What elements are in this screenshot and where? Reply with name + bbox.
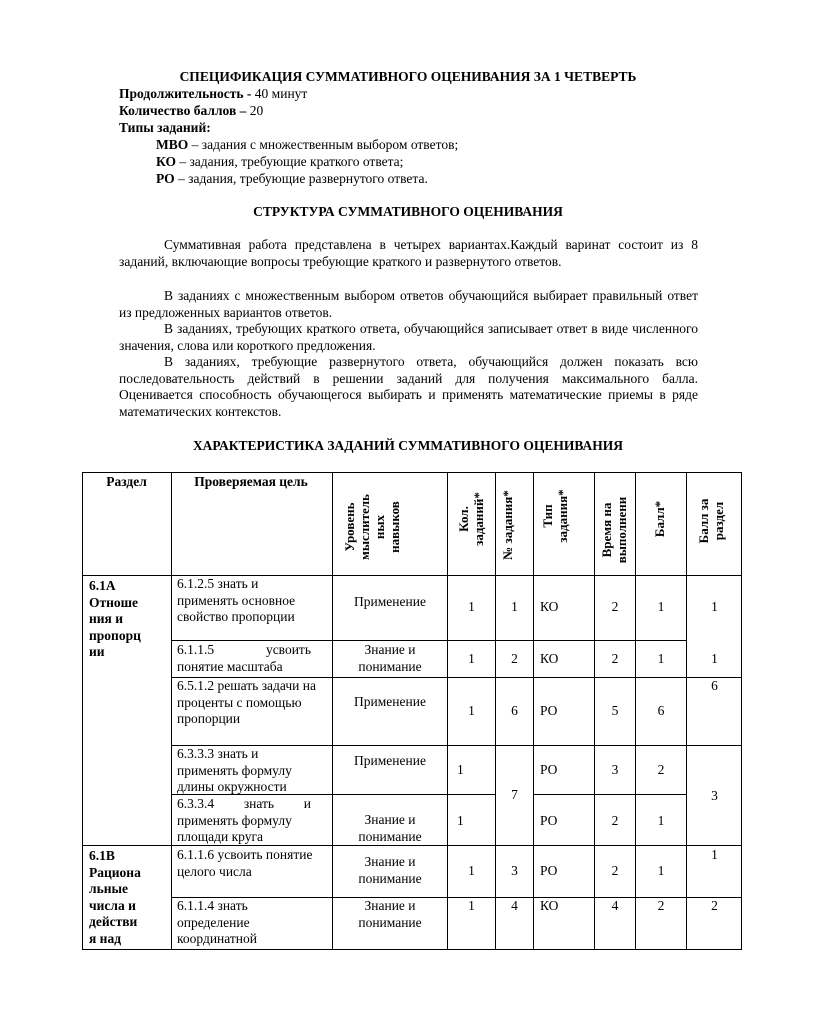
score-cell: 2 (657, 898, 665, 913)
duration-label: Продолжительность - (119, 86, 252, 101)
time-cell: 2 (611, 813, 619, 828)
type-cell: КО (540, 599, 559, 614)
header-score: Балл* (652, 500, 667, 538)
row-line (171, 640, 687, 641)
goal-cell: 6.3.3.4 знать и применять формулу площади круга (177, 796, 311, 844)
col-line (171, 472, 172, 950)
row-line (533, 794, 686, 795)
type-ro: РО – задания, требующие развернутого ответа. (156, 171, 428, 186)
goal-cell: 6.1.2.5 знать и применять основное свойство пропорции (177, 576, 296, 624)
type-cell: РО (540, 703, 558, 718)
points-value: 20 (246, 103, 264, 118)
section-score-cell: 1 (711, 847, 718, 862)
header-section: Раздел (106, 474, 147, 489)
goal-cell: 6.5.1.2 решать задачи на проценты с помощью пропорции (177, 678, 316, 726)
count-cell: 1 (468, 863, 475, 878)
count-cell: 1 (468, 651, 475, 666)
col-line (686, 472, 687, 950)
table-border (82, 472, 83, 950)
spec-title: СПЕЦИФИКАЦИЯ СУММАТИВНОГО ОЦЕНИВАНИЯ ЗА 1 ЧЕТВЕРТЬ (179, 69, 637, 84)
time-cell: 2 (611, 651, 619, 666)
task-cell: 6 (511, 703, 518, 718)
time-cell: 2 (611, 599, 619, 614)
header-goal: Проверяемая цель (194, 474, 308, 489)
time-cell: 5 (611, 703, 619, 718)
task-cell: 4 (511, 898, 518, 913)
structure-title: СТРУКТУРА СУММАТИВНОГО ОЦЕНИВАНИЯ (253, 204, 563, 219)
section-score-cell: 6 (711, 678, 718, 693)
count-cell: 1 (468, 898, 475, 913)
type-cell: РО (540, 813, 558, 828)
points-line (119, 103, 263, 119)
level-cell: Применение (354, 694, 426, 709)
section-score-cell: 3 (711, 788, 718, 803)
structure-paragraph: В заданиях с множественным выбором ответов обучающийся выбирает правильный ответ из предложенных вариантов ответов. (119, 288, 698, 320)
type-cell: РО (540, 863, 558, 878)
type-mvo: МВО – задания с множественным выбором ответов; (156, 137, 459, 152)
section-name: 6.1А Отноше ния и пропорц ии (89, 578, 141, 659)
table-border (82, 949, 742, 950)
score-cell: 1 (657, 599, 665, 614)
time-cell: 3 (611, 762, 619, 777)
header-level: Уровень мыслитель ных навыков (342, 494, 402, 560)
time-cell: 2 (611, 863, 619, 878)
level-cell: Знание и понимание (358, 854, 422, 886)
type-cell: КО (540, 651, 559, 666)
duration-line (119, 86, 307, 102)
level-cell: Применение (354, 753, 426, 768)
header-time: Время на выполнени (599, 496, 629, 564)
section-score-cell: 2 (711, 898, 718, 913)
structure-paragraph: В заданиях, требующих краткого ответа, обучающийся записывает ответ в виде численного значения, слова или короткого предложения. (119, 321, 698, 353)
score-cell: 1 (657, 813, 665, 828)
count-cell: 1 (457, 813, 464, 828)
header-type: Тип задания* (540, 489, 570, 543)
points-label: Количество баллов – (119, 103, 247, 118)
type-cell: КО (540, 898, 559, 913)
col-line (533, 472, 534, 950)
goal-cell: 6.3.3.3 знать и применять формулу длины окружности (177, 746, 292, 794)
type-cell: РО (540, 762, 558, 777)
characteristics-table (82, 472, 742, 950)
goal-cell: 6.1.1.5 усвоить понятие масштаба (177, 642, 311, 674)
structure-paragraph: Суммативная работа представлена в четырех вариантах.Каждый варинат состоит из 8 заданий, включающие вопросы требующие краткого и развернутого ответов. (119, 237, 698, 269)
structure-paragraph: В заданиях, требующие развернутого ответа, обучающийся должен показать всю последовательность действий в решении заданий для получения максимального балла. Оценивается способность обучающегося выбирать и применять математические приемы в ряде математических контекстов. (119, 354, 698, 419)
count-cell: 1 (457, 762, 464, 777)
level-cell: Знание и понимание (358, 812, 422, 844)
task-cell: 3 (511, 863, 518, 878)
col-line (332, 472, 333, 950)
types-label: Типы заданий: (119, 120, 211, 135)
header-task-no: № задания* (500, 490, 515, 560)
goal-cell: 6.1.1.6 усвоить понятие целого числа (177, 847, 313, 879)
duration-value: 40 минут (251, 86, 308, 101)
count-cell: 1 (468, 599, 475, 614)
section-score-cell: 1 (711, 599, 718, 614)
header-count: Кол. заданий* (456, 492, 486, 546)
section-score-cell: 1 (711, 651, 718, 666)
header-section-score: Балл за раздел (696, 498, 726, 544)
score-cell: 2 (657, 762, 665, 777)
task-cell: 2 (511, 651, 518, 666)
table-border (82, 472, 742, 473)
goal-cell: 6.1.1.4 знать определение координатной (177, 898, 258, 946)
score-cell: 1 (657, 863, 665, 878)
type-ko: КО – задания, требующие краткого ответа; (156, 154, 404, 169)
count-cell: 1 (468, 703, 475, 718)
score-cell: 1 (657, 651, 665, 666)
time-cell: 4 (611, 898, 619, 913)
task-cell: 7 (511, 787, 518, 802)
level-cell: Знание и понимание (358, 898, 422, 930)
score-cell: 6 (657, 703, 665, 718)
level-cell: Знание и понимание (358, 642, 422, 674)
task-cell: 1 (511, 599, 518, 614)
level-cell: Применение (354, 594, 426, 609)
table-border (741, 472, 742, 950)
section-name: 6.1В Рациона льные числа и действи я над (89, 848, 141, 946)
characteristics-title: ХАРАКТЕРИСТИКА ЗАДАНИЙ СУММАТИВНОГО ОЦЕНИВАНИЯ (192, 438, 624, 453)
